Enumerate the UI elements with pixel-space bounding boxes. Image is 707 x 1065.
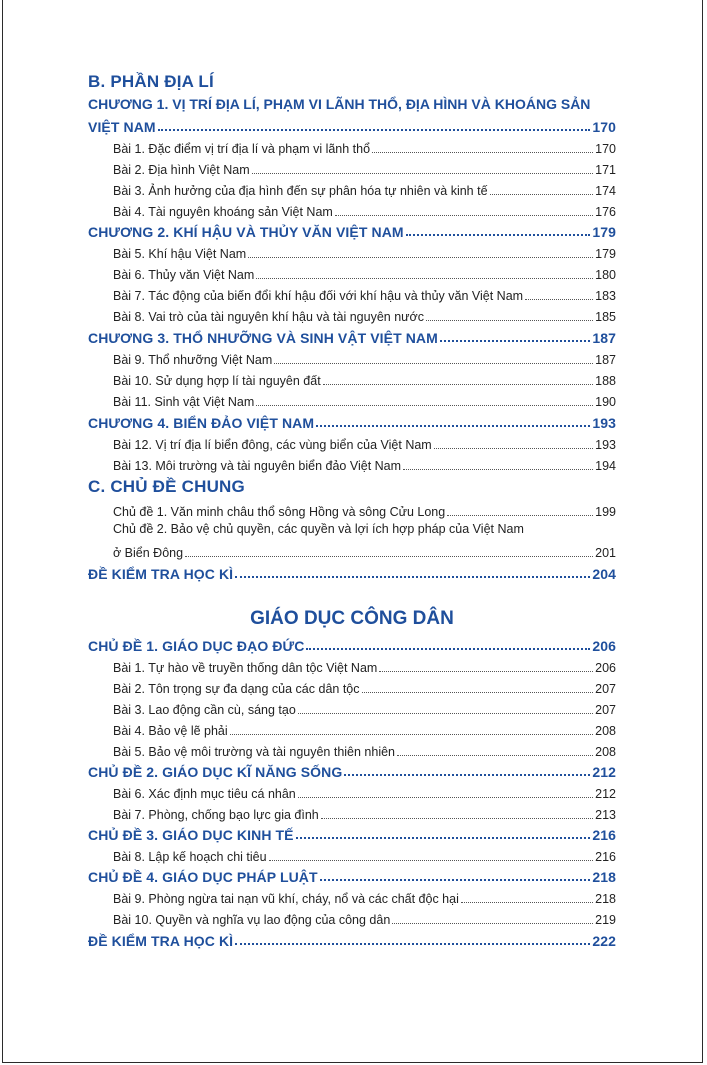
dot-leader <box>379 671 593 672</box>
toc-entry-label: CHỦ ĐỀ 2. GIÁO DỤC KĨ NĂNG SỐNG <box>88 764 343 780</box>
toc-entry-label: Bài 3. Lao động cần cù, sáng tạo <box>113 703 296 717</box>
toc-entry-label: Bài 10. Quyền và nghĩa vụ lao động của công dân <box>113 913 391 927</box>
toc-page-number: 190 <box>595 395 616 409</box>
toc-chapter-2-entry[interactable] <box>88 222 616 240</box>
toc-lesson-4[interactable] <box>88 201 616 219</box>
dot-leader <box>344 774 590 776</box>
dot-leader <box>397 755 593 756</box>
toc-entry-label: Bài 6. Xác định mục tiêu cá nhân <box>113 787 296 801</box>
toc-civics-lesson-2[interactable] <box>88 678 616 696</box>
toc-chapter-3-entry[interactable] <box>88 328 616 346</box>
toc-page-number: 206 <box>595 661 616 675</box>
toc-civics-lesson-4[interactable] <box>88 720 616 738</box>
toc-topic-2[interactable] <box>88 542 616 560</box>
dot-leader <box>426 320 593 321</box>
toc-page-number: 213 <box>595 808 616 822</box>
common-topics-heading: C. CHỦ ĐỀ CHUNG <box>88 477 245 496</box>
toc-page-number: 170 <box>592 119 616 135</box>
toc-entry-label: Bài 5. Bảo vệ môi trường và tài nguyên thiên nhiên <box>113 745 396 759</box>
toc-page-number: 171 <box>595 163 616 177</box>
toc-page-number: 193 <box>592 415 616 431</box>
toc-entry-label: Bài 1. Đặc điểm vị trí địa lí và phạm vi lãnh thổ <box>113 142 371 156</box>
dot-leader <box>490 194 594 195</box>
toc-lesson-9[interactable] <box>88 349 616 367</box>
toc-entry-label: ĐỀ KIỂM TRA HỌC KÌ <box>88 933 234 949</box>
toc-civics-lesson-8[interactable] <box>88 846 616 864</box>
toc-page-number: 188 <box>595 374 616 388</box>
toc-page-number: 180 <box>595 268 616 282</box>
toc-entry-label: CHỦ ĐỀ 3. GIÁO DỤC KINH TẾ <box>88 827 294 843</box>
toc-civics-exam-entry[interactable] <box>88 931 616 949</box>
toc-lesson-7[interactable] <box>88 285 616 303</box>
toc-civics-lesson-7[interactable] <box>88 804 616 822</box>
toc-page-number: 193 <box>595 438 616 452</box>
toc-entry-label: Bài 10. Sử dụng hợp lí tài nguyên đất <box>113 374 321 388</box>
toc-chapter-1-entry[interactable] <box>88 117 616 135</box>
dot-leader <box>447 515 593 516</box>
toc-topic-2-line1: Chủ đề 2. Bảo vệ chủ quyền, các quyền và lợi ích hợp pháp của Việt Nam <box>113 522 524 536</box>
toc-civics-topic-3[interactable] <box>88 825 616 843</box>
dot-leader <box>320 879 591 881</box>
toc-lesson-10[interactable] <box>88 370 616 388</box>
dot-leader <box>525 299 593 300</box>
toc-page-number: 194 <box>595 459 616 473</box>
toc-page-number: 216 <box>595 850 616 864</box>
toc-page-number: 174 <box>595 184 616 198</box>
toc-entry-label: Bài 6. Thủy văn Việt Nam <box>113 268 255 282</box>
toc-civics-lesson-5[interactable] <box>88 741 616 759</box>
toc-entry-label: Bài 13. Môi trường và tài nguyên biển đảo Việt Nam <box>113 459 402 473</box>
toc-page-number: 204 <box>592 566 616 582</box>
toc-page-number: 185 <box>595 310 616 324</box>
dot-leader <box>252 173 593 174</box>
toc-page-number: 199 <box>595 505 616 519</box>
toc-entry-label: Bài 9. Phòng ngừa tai nạn vũ khí, cháy, nổ và các chất độc hại <box>113 892 459 906</box>
dot-leader <box>321 818 593 819</box>
toc-page-number: 206 <box>592 638 616 654</box>
dot-leader <box>461 902 593 903</box>
toc-civics-lesson-3[interactable] <box>88 699 616 717</box>
dot-leader <box>269 860 594 861</box>
toc-chapter-1-title-line1: CHƯƠNG 1. VỊ TRÍ ĐỊA LÍ, PHẠM VI LÃNH THỔ, ĐỊA HÌNH VÀ KHOÁNG SẢN <box>88 96 591 112</box>
toc-entry-label: Bài 2. Tôn trọng sự đa dạng của các dân tộc <box>113 682 360 696</box>
geography-section-heading: B. PHẦN ĐỊA LÍ <box>88 72 214 91</box>
toc-entry-label: Bài 8. Vai trò của tài nguyên khí hậu và tài nguyên nước <box>113 310 424 324</box>
dot-leader <box>335 215 593 216</box>
toc-topic-1[interactable] <box>88 501 616 519</box>
toc-civics-lesson-9[interactable] <box>88 888 616 906</box>
toc-page-number: 207 <box>595 682 616 696</box>
toc-page-number: 218 <box>592 869 616 885</box>
toc-exam-entry[interactable] <box>88 564 616 582</box>
dot-leader <box>298 797 593 798</box>
toc-entry-label: CHƯƠNG 2. KHÍ HẬU VÀ THỦY VĂN VIỆT NAM <box>88 224 404 240</box>
toc-page-number: 179 <box>592 224 616 240</box>
toc-entry-label: ở Biển Đông <box>113 546 184 560</box>
toc-entry-label: CHƯƠNG 3. THỔ NHƯỠNG VÀ SINH VẬT VIỆT NAM <box>88 330 438 346</box>
toc-page-number: 187 <box>592 330 616 346</box>
toc-lesson-3[interactable] <box>88 180 616 198</box>
toc-lesson-2[interactable] <box>88 159 616 177</box>
toc-lesson-8[interactable] <box>88 306 616 324</box>
toc-civics-topic-4[interactable] <box>88 867 616 885</box>
toc-civics-topic-1[interactable] <box>88 636 616 654</box>
toc-entry-label: CHƯƠNG 4. BIỂN ĐẢO VIỆT NAM <box>88 415 315 431</box>
toc-entry-label: ĐỀ KIỂM TRA HỌC KÌ <box>88 566 234 582</box>
toc-civics-lesson-6[interactable] <box>88 783 616 801</box>
toc-page-number: 216 <box>592 827 616 843</box>
toc-page-number: 212 <box>592 764 616 780</box>
dot-leader <box>440 340 590 342</box>
dot-leader <box>235 576 590 578</box>
dot-leader <box>256 278 593 279</box>
dot-leader <box>274 363 593 364</box>
dot-leader <box>362 692 594 693</box>
toc-entry-label: Bài 4. Bảo vệ lẽ phải <box>113 724 228 738</box>
toc-page-number: 207 <box>595 703 616 717</box>
toc-entry-label: Bài 7. Phòng, chống bạo lực gia đình <box>113 808 319 822</box>
dot-leader <box>392 923 593 924</box>
toc-page-number: 179 <box>595 247 616 261</box>
dot-leader <box>323 384 593 385</box>
toc-page-number: 187 <box>595 353 616 367</box>
toc-lesson-12[interactable] <box>88 434 616 452</box>
toc-lesson-1[interactable] <box>88 138 616 156</box>
dot-leader <box>403 469 593 470</box>
toc-civics-topic-2[interactable] <box>88 762 616 780</box>
toc-lesson-11[interactable] <box>88 391 616 409</box>
toc-page-number: 208 <box>595 724 616 738</box>
toc-entry-label: Bài 8. Lập kế hoạch chi tiêu <box>113 850 267 864</box>
toc-entry-label: Bài 12. Vị trí địa lí biển đông, các vùng biển của Việt Nam <box>113 438 432 452</box>
toc-page-number: 201 <box>595 546 616 560</box>
dot-leader <box>248 257 593 258</box>
toc-entry-label: Bài 1. Tự hào về truyền thống dân tộc Việt Nam <box>113 661 378 675</box>
toc-lesson-5[interactable] <box>88 243 616 261</box>
toc-page-number: 183 <box>595 289 616 303</box>
toc-entry-label: Chủ đề 1. Văn minh châu thổ sông Hồng và sông Cửu Long <box>113 505 446 519</box>
toc-page-number: 222 <box>592 933 616 949</box>
toc-page-number: 170 <box>595 142 616 156</box>
civics-section-title: GIÁO DỤC CÔNG DÂN <box>250 608 454 629</box>
toc-page-number: 212 <box>595 787 616 801</box>
toc-civics-lesson-10[interactable] <box>88 909 616 927</box>
dot-leader <box>296 837 591 839</box>
dot-leader <box>256 405 593 406</box>
toc-lesson-13[interactable] <box>88 455 616 473</box>
toc-entry-label: Bài 3. Ảnh hưởng của địa hình đến sự phân hóa tự nhiên và kinh tế <box>113 184 488 198</box>
toc-entry-label: CHỦ ĐỀ 1. GIÁO DỤC ĐẠO ĐỨC <box>88 638 305 654</box>
toc-entry-label: Bài 11. Sinh vật Việt Nam <box>113 395 255 409</box>
toc-entry-label: Bài 2. Địa hình Việt Nam <box>113 163 250 177</box>
toc-entry-label: CHỦ ĐỀ 4. GIÁO DỤC PHÁP LUẬT <box>88 869 318 885</box>
toc-page-number: 219 <box>595 913 616 927</box>
toc-civics-lesson-1[interactable] <box>88 657 616 675</box>
dot-leader <box>185 556 593 557</box>
toc-entry-label: Bài 4. Tài nguyên khoáng sản Việt Nam <box>113 205 333 219</box>
dot-leader <box>235 943 590 945</box>
toc-page-number: 208 <box>595 745 616 759</box>
toc-page-number: 176 <box>595 205 616 219</box>
toc-lesson-6[interactable] <box>88 264 616 282</box>
toc-entry-label: Bài 9. Thổ nhưỡng Việt Nam <box>113 353 273 367</box>
toc-chapter-4-entry[interactable] <box>88 413 616 431</box>
dot-leader <box>372 152 593 153</box>
dot-leader <box>306 648 590 650</box>
dot-leader <box>406 234 591 236</box>
dot-leader <box>230 734 593 735</box>
dot-leader <box>316 425 590 427</box>
dot-leader <box>158 129 591 131</box>
toc-entry-label: Bài 7. Tác động của biến đổi khí hậu đối với khí hậu và thủy văn Việt Nam <box>113 289 524 303</box>
dot-leader <box>298 713 593 714</box>
toc-entry-label: Bài 5. Khí hậu Việt Nam <box>113 247 247 261</box>
toc-page-number: 218 <box>595 892 616 906</box>
toc-entry-label: VIỆT NAM <box>88 119 156 135</box>
dot-leader <box>434 448 593 449</box>
